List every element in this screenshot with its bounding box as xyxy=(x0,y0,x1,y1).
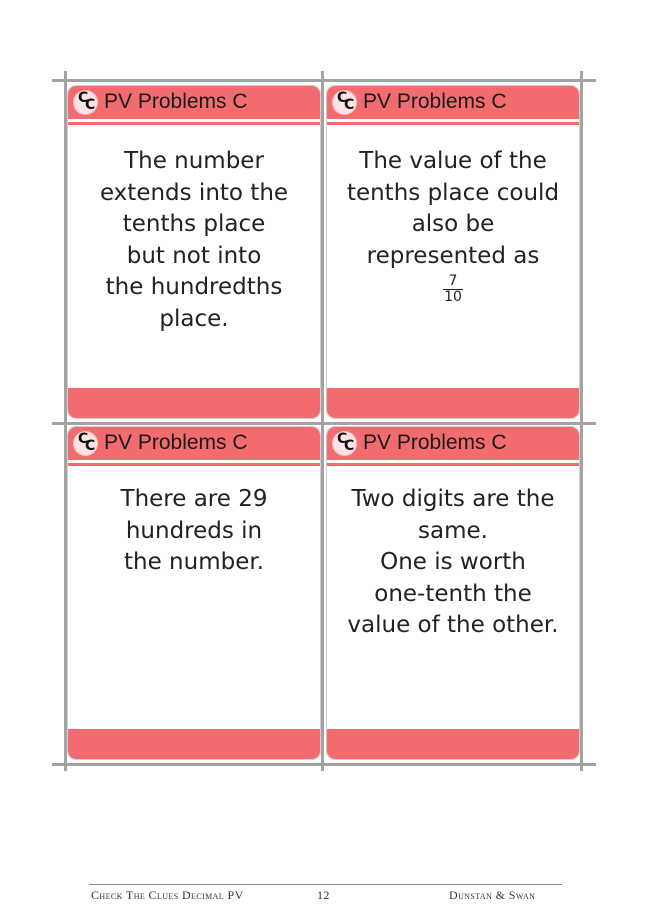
card-clue-text xyxy=(76,484,312,579)
cut-line-horizontal-middle xyxy=(52,422,596,425)
cut-line-vertical-right xyxy=(580,71,583,771)
clue-card-3 xyxy=(67,426,321,760)
clue-line: the number. xyxy=(123,549,265,575)
clue-line: but not into xyxy=(126,242,262,269)
card-title: PV Problems C xyxy=(363,90,507,113)
clue-line: represented as xyxy=(366,242,540,269)
clue-cards-logo-icon: C C xyxy=(332,431,357,456)
clue-line: The number xyxy=(124,148,264,174)
clue-line: One is worth xyxy=(380,549,526,575)
clue-line: Two digits are the xyxy=(351,486,555,512)
clue-line: also be xyxy=(411,211,495,237)
card-header xyxy=(68,86,320,119)
clue-line: place. xyxy=(159,305,229,332)
clue-card-4 xyxy=(326,426,580,760)
clue-cards-logo-icon: C C xyxy=(332,90,357,115)
header-underline xyxy=(327,463,579,466)
clue-line: value of the other. xyxy=(347,612,559,638)
card-header xyxy=(327,427,579,460)
clue-line: tenths place xyxy=(122,211,266,237)
header-underline xyxy=(68,122,320,125)
clue-card-2 xyxy=(326,85,580,419)
card-clue-text xyxy=(335,146,571,311)
footer-publisher: Dunstan & Swan xyxy=(449,888,536,902)
fraction-numerator: 7 xyxy=(448,273,458,289)
fraction-denominator: 10 xyxy=(444,289,462,305)
clue-line: one-tenth the xyxy=(374,580,532,607)
footer-page-number: 12 xyxy=(317,888,330,902)
card-header xyxy=(68,427,320,460)
clue-line: tenths place could xyxy=(346,179,560,206)
clue-cards-logo-icon: C C xyxy=(73,90,98,115)
card-footer-band xyxy=(68,729,320,759)
cut-line-horizontal-top xyxy=(52,79,596,82)
card-footer-band xyxy=(327,388,579,418)
header-underline xyxy=(327,122,579,125)
clue-line: There are 29 xyxy=(120,486,268,512)
card-title: PV Problems C xyxy=(104,431,248,454)
cut-line-horizontal-bottom xyxy=(52,763,596,766)
clue-card-1 xyxy=(67,85,321,419)
card-footer-band xyxy=(327,729,579,759)
clue-cards-logo-icon: C C xyxy=(73,431,98,456)
header-underline xyxy=(68,463,320,466)
card-title: PV Problems C xyxy=(104,90,248,113)
footer-divider xyxy=(89,884,562,885)
card-clue-text xyxy=(335,484,571,642)
card-clue-text xyxy=(76,146,312,335)
footer-book-title: Check The Clues Decimal PV xyxy=(91,888,244,902)
clue-line: hundreds in xyxy=(125,517,263,544)
clue-line: extends into the xyxy=(99,179,289,206)
cut-line-vertical-middle xyxy=(321,71,324,771)
card-footer-band xyxy=(68,388,320,418)
card-header xyxy=(327,86,579,119)
clue-line: same. xyxy=(418,517,488,544)
card-title: PV Problems C xyxy=(363,431,507,454)
fraction-seven-tenths xyxy=(443,274,463,305)
clue-line: The value of the xyxy=(359,148,547,174)
clue-line: the hundredths xyxy=(105,274,283,300)
